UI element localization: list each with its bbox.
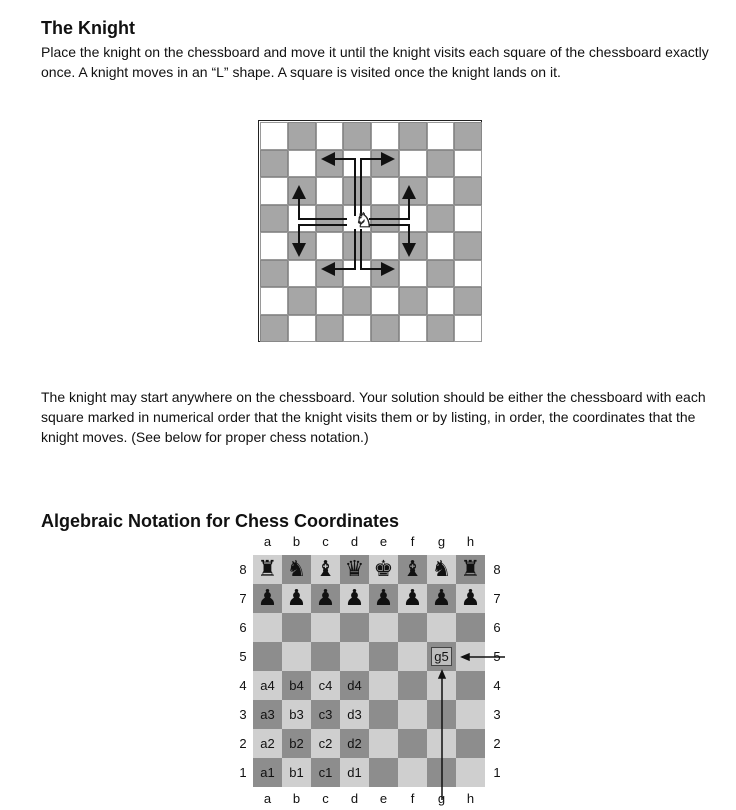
- coord-label: b3: [289, 707, 304, 722]
- rank-label-right: 4: [493, 678, 501, 693]
- rank-label-left: 3: [239, 707, 247, 722]
- square-e4: [369, 671, 398, 700]
- square-h1: [456, 758, 485, 787]
- pawn-icon: ♟: [373, 586, 394, 611]
- square-a6: [253, 613, 282, 642]
- rank-label-left: 7: [239, 591, 247, 606]
- square-d4: [340, 671, 369, 700]
- square-e6: [369, 613, 398, 642]
- square-e3: [369, 700, 398, 729]
- square-c8: [311, 555, 340, 584]
- rank-label-right: 8: [493, 562, 501, 577]
- square-g4: [427, 671, 456, 700]
- coord-label: b2: [289, 736, 304, 751]
- move-arrow: [369, 225, 409, 253]
- coord-label: c3: [318, 707, 333, 722]
- square-a4: [253, 671, 282, 700]
- square-g8: [427, 555, 456, 584]
- move-arrow: [325, 159, 355, 216]
- file-label-top: a: [263, 534, 272, 549]
- section-title-notation: Algebraic Notation for Chess Coordinates: [41, 511, 400, 531]
- rank-label-left: 8: [239, 562, 247, 577]
- chess-piece-icon: ♜: [460, 557, 481, 582]
- square-f1: [398, 758, 427, 787]
- knight-move-board: [258, 120, 482, 342]
- square-b7: [282, 584, 311, 613]
- rank-label-left: 4: [239, 678, 247, 693]
- square-g6: [427, 613, 456, 642]
- coord-label: a1: [260, 765, 275, 780]
- square-h4: [456, 671, 485, 700]
- square-b1: [282, 758, 311, 787]
- square-e8: [369, 555, 398, 584]
- chess-piece-icon: ♛: [344, 557, 365, 582]
- square-b3: [282, 700, 311, 729]
- square-d1: [340, 758, 369, 787]
- file-label-bottom: f: [410, 791, 415, 806]
- square-g7: [427, 584, 456, 613]
- pawn-icon: ♟: [402, 586, 423, 611]
- file-label-top: h: [466, 534, 475, 549]
- square-b8: [282, 555, 311, 584]
- square-f6: [398, 613, 427, 642]
- square-d7: [340, 584, 369, 613]
- chess-piece-icon: ♚: [373, 557, 394, 582]
- square-g2: [427, 729, 456, 758]
- coord-label: b1: [289, 765, 304, 780]
- instructions-paragraph: The knight may start anywhere on the chessboard. Your solution should be either the chessboard with each square marked in numerical order that the knight visits them or by listing, in order, the coordinates that the knight moves. (See below for proper chess notation.): [41, 389, 706, 445]
- square-h8: [456, 555, 485, 584]
- notation-board: [253, 555, 485, 787]
- file-label-bottom: e: [379, 791, 388, 806]
- move-arrow: [325, 229, 355, 269]
- rank-label-right: 2: [493, 736, 501, 751]
- square-c6: [311, 613, 340, 642]
- square-g5: [427, 642, 456, 671]
- square-e7: [369, 584, 398, 613]
- chess-piece-icon: ♝: [315, 557, 336, 582]
- coord-label: c4: [318, 678, 333, 693]
- move-arrow: [299, 189, 347, 219]
- chess-piece-icon: ♞: [286, 557, 307, 582]
- chess-piece-icon: ♞: [431, 557, 452, 582]
- pawn-icon: ♟: [315, 586, 336, 611]
- rank-label-right: 1: [493, 765, 501, 780]
- move-arrow: [361, 229, 391, 269]
- rank-label-right: 6: [493, 620, 501, 635]
- rank-label-left: 2: [239, 736, 247, 751]
- pawn-icon: ♟: [344, 586, 365, 611]
- rank-label-right: 3: [493, 707, 501, 722]
- move-arrow: [369, 189, 409, 219]
- file-label-top: d: [350, 534, 359, 549]
- rank-label-left: 1: [239, 765, 247, 780]
- coord-label-g5: g5: [431, 647, 451, 666]
- file-label-bottom: d: [350, 791, 359, 806]
- square-a7: [253, 584, 282, 613]
- file-label-bottom: a: [263, 791, 272, 806]
- square-c3: [311, 700, 340, 729]
- file-label-top: f: [410, 534, 415, 549]
- coord-label: c2: [318, 736, 333, 751]
- square-h7: [456, 584, 485, 613]
- coord-label: b4: [289, 678, 304, 693]
- square-d2: [340, 729, 369, 758]
- rank-label-left: 6: [239, 620, 247, 635]
- file-label-bottom: c: [322, 791, 329, 806]
- rank-label-right: 7: [493, 591, 501, 606]
- square-d5: [340, 642, 369, 671]
- square-c4: [311, 671, 340, 700]
- square-f4: [398, 671, 427, 700]
- section-title-knight: The Knight: [41, 18, 135, 38]
- coord-label: c1: [318, 765, 333, 780]
- square-c7: [311, 584, 340, 613]
- square-f7: [398, 584, 427, 613]
- square-h6: [456, 613, 485, 642]
- square-b5: [282, 642, 311, 671]
- pawn-icon: ♟: [286, 586, 307, 611]
- file-label-bottom: g: [437, 791, 446, 806]
- chess-piece-icon: ♜: [257, 557, 278, 582]
- pawn-icon: ♟: [257, 586, 278, 611]
- square-f5: [398, 642, 427, 671]
- square-a1: [253, 758, 282, 787]
- coord-label: d3: [347, 707, 362, 722]
- square-d8: [340, 555, 369, 584]
- file-label-top: c: [322, 534, 329, 549]
- intro-paragraph: Place the knight on the chessboard and move it until the knight visits each square of the chessboard exactly once. A knight moves in an “L” shape. A square is visited once the knight lands on it.: [41, 44, 709, 80]
- square-b4: [282, 671, 311, 700]
- coord-label: d1: [347, 765, 362, 780]
- square-c2: [311, 729, 340, 758]
- file-label-bottom: b: [292, 791, 301, 806]
- pawn-icon: ♟: [460, 586, 481, 611]
- chess-piece-icon: ♝: [402, 557, 423, 582]
- square-g3: [427, 700, 456, 729]
- square-h3: [456, 700, 485, 729]
- pawn-icon: ♟: [431, 586, 452, 611]
- square-a3: [253, 700, 282, 729]
- square-h2: [456, 729, 485, 758]
- square-a5: [253, 642, 282, 671]
- file-label-top: e: [379, 534, 388, 549]
- square-e1: [369, 758, 398, 787]
- square-c5: [311, 642, 340, 671]
- file-label-top: b: [292, 534, 301, 549]
- square-b6: [282, 613, 311, 642]
- square-f8: [398, 555, 427, 584]
- square-f2: [398, 729, 427, 758]
- square-a2: [253, 729, 282, 758]
- move-arrow: [299, 225, 347, 253]
- coord-label: d4: [347, 678, 362, 693]
- square-g1: [427, 758, 456, 787]
- square-c1: [311, 758, 340, 787]
- knight-icon: ♘: [355, 208, 373, 232]
- coord-label: a3: [260, 707, 275, 722]
- rank-label-left: 5: [239, 649, 247, 664]
- rank-label-right: 5: [493, 649, 501, 664]
- square-f3: [398, 700, 427, 729]
- square-a8: [253, 555, 282, 584]
- file-label-bottom: h: [466, 791, 475, 806]
- square-h5: [456, 642, 485, 671]
- file-label-top: g: [437, 534, 446, 549]
- knight-move-arrows: [259, 121, 483, 343]
- square-b2: [282, 729, 311, 758]
- square-d3: [340, 700, 369, 729]
- square-d6: [340, 613, 369, 642]
- coord-label: a2: [260, 736, 275, 751]
- square-e2: [369, 729, 398, 758]
- square-e5: [369, 642, 398, 671]
- coord-label: d2: [347, 736, 362, 751]
- coord-label: a4: [260, 678, 275, 693]
